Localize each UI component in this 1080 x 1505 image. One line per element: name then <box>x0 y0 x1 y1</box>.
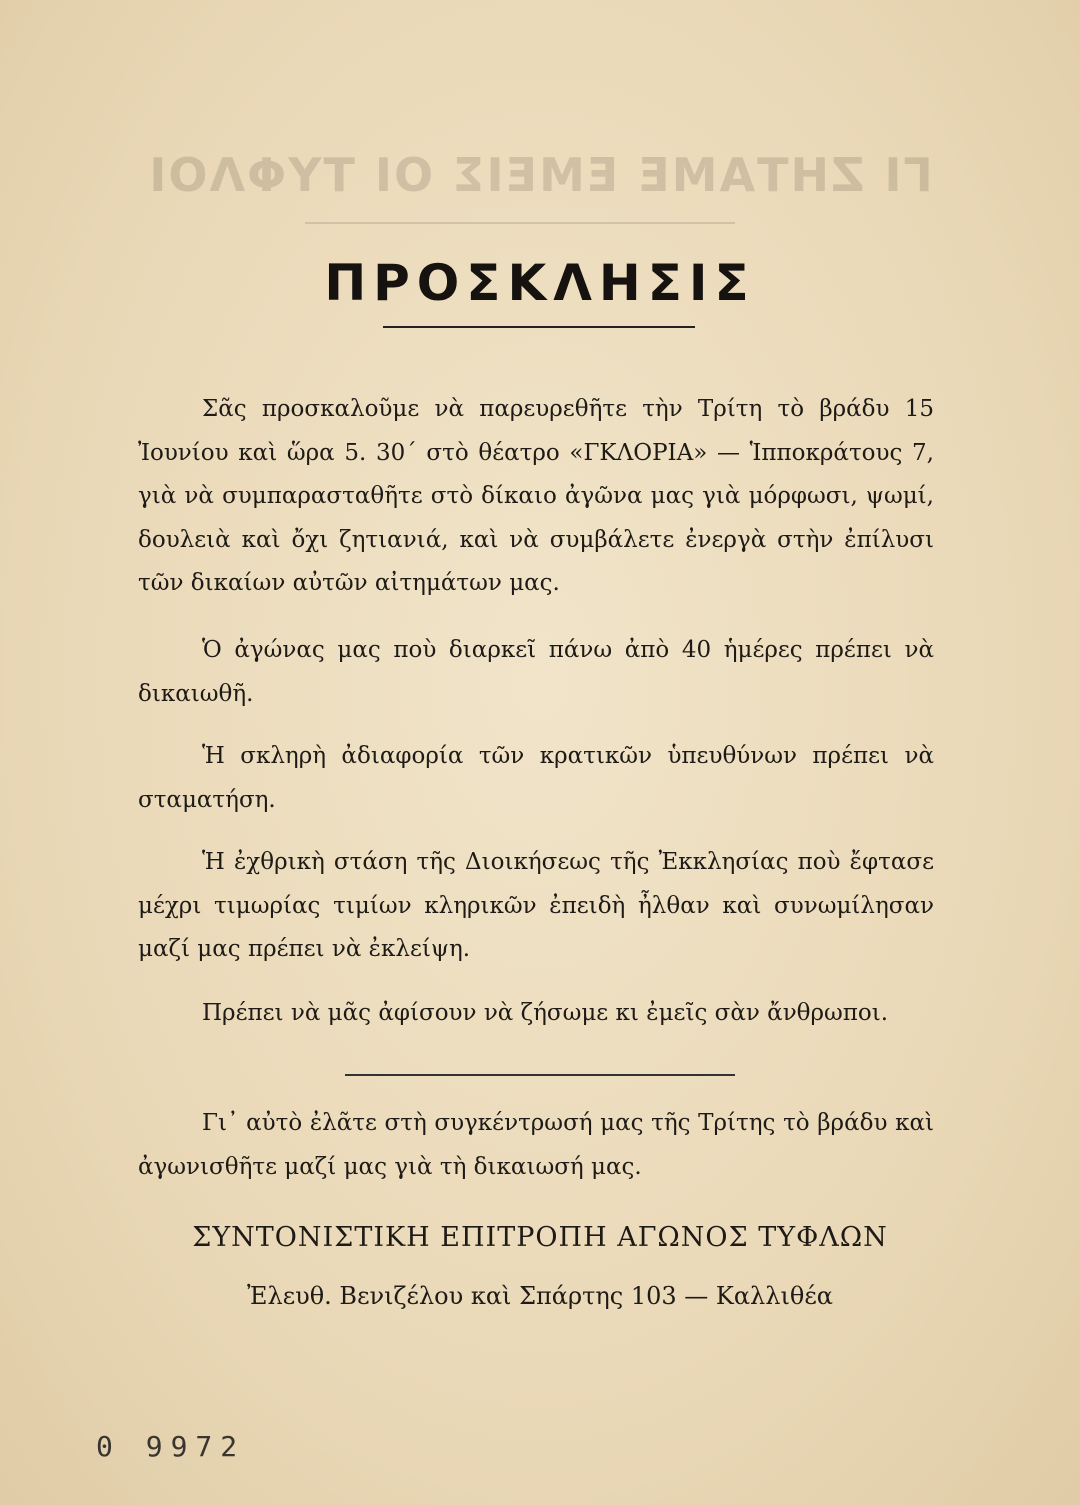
paragraph-struggle <box>138 629 934 716</box>
paragraph-text: Γι᾽ αὐτὸ ἐλᾶτε στὴ συγκέντρωσή μας τῆς Τρίτης τὸ βράδυ καὶ ἀγωνισθῆτε μαζί μας γιὰ τὴ δικαιωσή μας. <box>138 1110 934 1180</box>
paragraph-text: Πρέπει νὰ μᾶς ἀφίσουν νὰ ζήσωμε κι ἐμεῖς σὰν ἄνθρωποι. <box>202 1000 889 1026</box>
bleed-through-heading: ΓΙ ΖΗΤΑΜΕ ΕΜΕΙΣ ΟΙ ΤΥΦΛΟΙ <box>147 148 933 202</box>
paragraph-text: Ἡ σκληρὴ ἀδιαφορία τῶν κρατικῶν ὑπευθύνων πρέπει νὰ σταματήση. <box>138 743 934 813</box>
signature-committee: ΣΥΝΤΟΝΙΣΤΙΚΗ ΕΠΙΤΡΟΠΗ ΑΓΩΝΟΣ ΤΥΦΛΩΝ <box>192 1222 888 1253</box>
paragraph-church <box>138 841 934 972</box>
archive-number: 0 9972 <box>96 1430 246 1463</box>
paragraph-indifference <box>138 735 934 822</box>
paragraph-text: Ὁ ἀγώνας μας ποὺ διαρκεῖ πάνω ἀπὸ 40 ἡμέρες πρέπει νὰ δικαιωθῆ. <box>138 637 934 707</box>
paragraph-closing <box>138 1102 934 1189</box>
section-divider <box>345 1074 735 1076</box>
document-title: ΠΡΟΣΚΛΗΣΙΣ <box>324 254 756 312</box>
bleed-through-rule <box>305 222 735 224</box>
title-underline <box>383 326 695 328</box>
paragraph-live <box>138 992 934 1036</box>
signature-address: Ἐλευθ. Βενιζέλου καὶ Σπάρτης 103 — Καλλιθέα <box>247 1282 833 1310</box>
paragraph-text: Ἡ ἐχθρικὴ στάση τῆς Διοικήσεως τῆς Ἐκκλησίας ποὺ ἔφτασε μέχρι τιμωρίας τιμίων κληρικῶν ἐπειδὴ ἦλθαν καὶ συνωμίλησαν μαζί μας πρέπει νὰ ἐκλείψη. <box>138 849 934 962</box>
paragraph-text: Σᾶς προσκαλοῦμε νὰ παρευρεθῆτε τὴν Τρίτη τὸ βράδυ 15 Ἰουνίου καὶ ὥρα 5. 30΄ στὸ θέατρο «ΓΚΛΟΡΙΑ» — Ἱπποκράτους 7, γιὰ νὰ συμπαρασταθῆτε στὸ δίκαιο ἀγῶνα μας γιὰ μόρφωσι, ψωμί, δουλειὰ καὶ ὄχι ζητιανιά, καὶ νὰ συμβάλετε ἐνεργὰ στὴν ἐπίλυσι τῶν δικαίων αὐτῶν αἰτημάτων μας. <box>138 396 934 596</box>
paragraph-invitation <box>138 388 934 606</box>
